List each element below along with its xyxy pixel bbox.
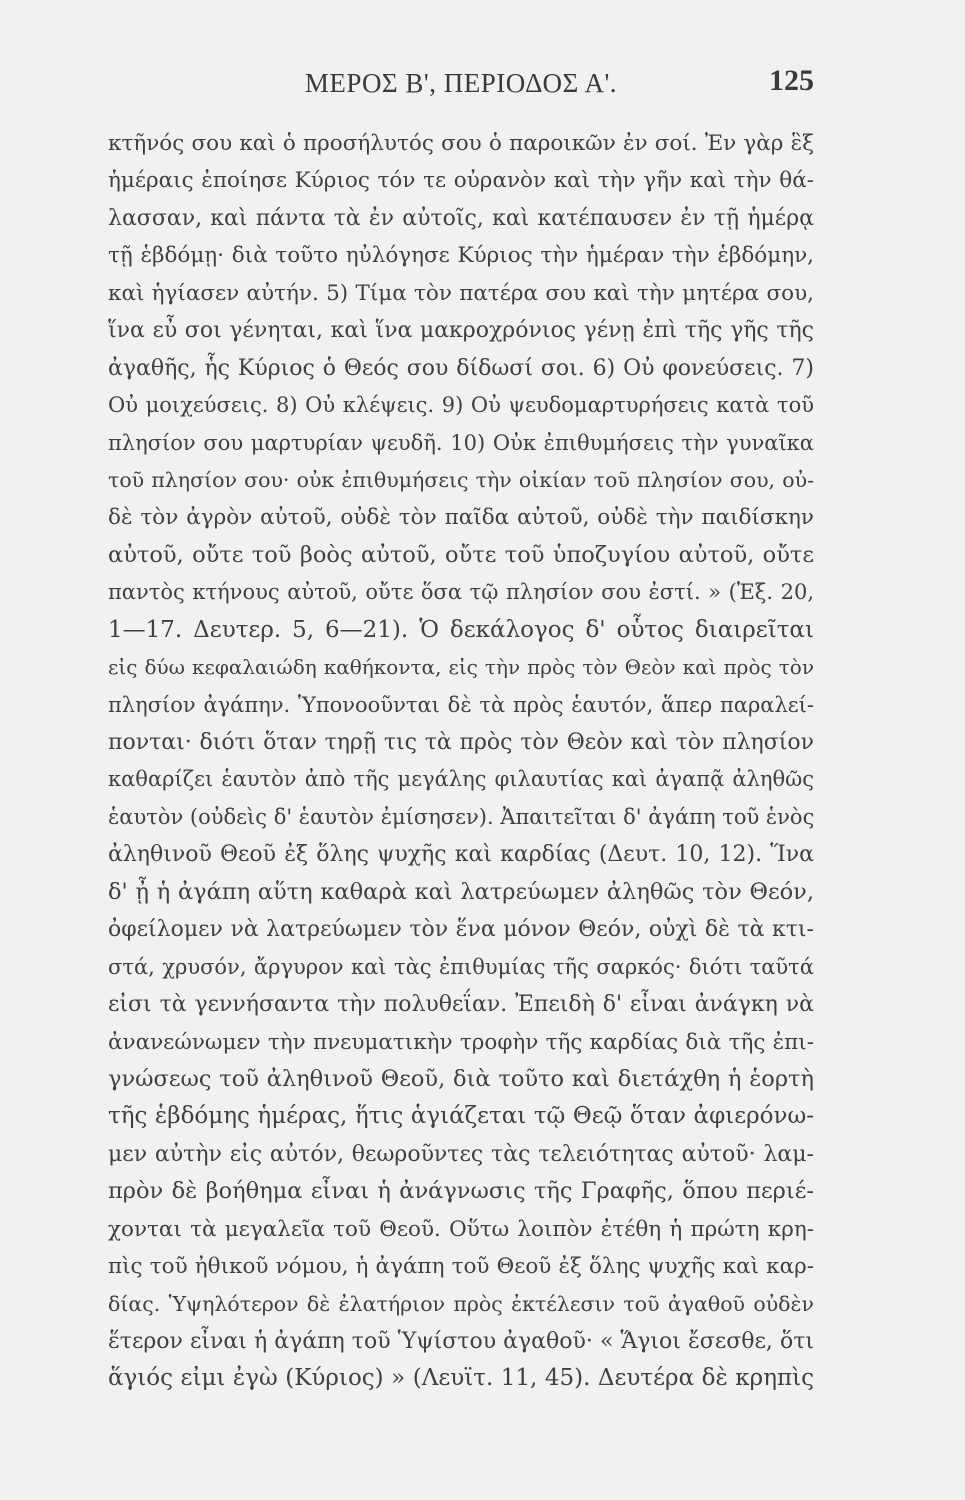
- text-line: καθαρίζει ἑαυτὸν ἀπὸ τῆς μεγάλης φιλαυτίας καὶ ἀγαπᾷ ἀληθῶς: [108, 767, 814, 792]
- text-line: ἕτερον εἶναι ἡ ἀγάπη τοῦ Ὑψίστου ἀγαθοῦ· « Ἅγιοι ἔσεσθε, ὅτι: [108, 1329, 814, 1354]
- text-line: στά, χρυσόν, ἄργυρον καὶ τὰς ἐπιθυμίας τῆς σαρκός· διότι ταῦτά: [108, 954, 814, 979]
- text-line: ἀνανεώνωμεν τὴν πνευματικὴν τροφὴν τῆς καρδίας διὰ τῆς ἐπι-: [108, 1029, 814, 1055]
- text-line: εἰσι τὰ γεννήσαντα τὴν πολυθεΐαν. Ἐπειδὴ δ' εἶναι ἀνάγκη νὰ: [108, 992, 814, 1018]
- text-line: χονται τὰ μεγαλεῖα τοῦ Θεοῦ. Οὕτω λοιπὸν ἐτέθη ἡ πρώτη κρη-: [108, 1216, 814, 1242]
- text-line: πονται· διότι ὅταν τηρῇ τις τὰ πρὸς τὸν Θεὸν καὶ τὸν πλησίον: [108, 730, 814, 755]
- text-line: αὐτοῦ, οὔτε τοῦ βοὸς αὐτοῦ, οὔτε τοῦ ὑποζυγίου αὐτοῦ, οὔτε: [108, 541, 814, 568]
- text-line: ἅγιός εἰμι ἐγὼ (Κύριος) » (Λευϊτ. 11, 45). Δευτέρα δὲ κρηπὶς: [108, 1365, 814, 1392]
- text-line: δίας. Ὑψηλότερον δὲ ἐλατήριον πρὸς ἐκτέλεσιν τοῦ ἀγαθοῦ οὐδὲν: [108, 1291, 814, 1316]
- text-line: μεν αὐτὴν εἰς αὐτόν, θεωροῦντες τὰς τελειότητας αὐτοῦ· λαμ-: [108, 1141, 814, 1167]
- text-line: ἑαυτὸν (οὐδεὶς δ' ἑαυτὸν ἐμίσησεν). Ἀπαιτεῖται δ' ἀγάπη τοῦ ἑνὸς: [108, 804, 815, 829]
- text-line: δ' ᾖ ἡ ἀγάπη αὕτη καθαρὰ καὶ λατρεύωμεν ἀληθῶς τὸν Θεόν,: [108, 878, 814, 905]
- text-line: Οὐ μοιχεύσεις. 8) Οὐ κλέψεις. 9) Οὐ ψευδομαρτυρήσεις κατὰ τοῦ: [108, 393, 814, 418]
- text-line: ἀγαθῆς, ἧς Κύριος ὁ Θεός σου δίδωσί σοι. 6) Οὐ φονεύσεις. 7): [108, 355, 814, 381]
- text-line: πλησίον ἀγάπην. Ὑπονοοῦνται δὲ τὰ πρὸς ἑαυτόν, ἅπερ παραλεί-: [108, 692, 814, 717]
- text-line: πλησίον σου μαρτυρίαν ψευδῆ. 10) Οὐκ ἐπιθυμήσεις τὴν γυναῖκα: [108, 430, 814, 455]
- text-line: ὀφείλομεν νὰ λατρεύωμεν τὸν ἕνα μόνον Θεόν, οὐχὶ δὲ τὰ κτι-: [108, 917, 814, 943]
- text-line: ἀληθινοῦ Θεοῦ ἐξ ὅλης ψυχῆς καὶ καρδίας (Δευτ. 10, 12). Ἵνα: [108, 842, 814, 868]
- text-line: γνώσεως τοῦ ἀληθινοῦ Θεοῦ, διὰ τοῦτο καὶ διετάχθη ἡ ἑορτὴ: [108, 1065, 814, 1092]
- text-line: ἵνα εὖ σοι γένηται, καὶ ἵνα μακροχρόνιος γένῃ ἐπὶ τῆς γῆς τῆς: [108, 318, 814, 344]
- text-line: πρὸν δὲ βοήθημα εἶναι ἡ ἀνάγνωσις τῆς Γραφῆς, ὅπου περιέ-: [108, 1178, 814, 1205]
- text-line: 1—17. Δευτερ. 5, 6—21). Ὁ δεκάλογος δ' οὗτος διαιρεῖται: [108, 616, 814, 643]
- page-header: [108, 64, 814, 104]
- text-line: εἰς δύω κεφαλαιώδη καθήκοντα, εἰς τὴν πρὸς τὸν Θεὸν καὶ πρὸς τὸν: [108, 655, 814, 680]
- text-line: ἡμέραις ἐποίησε Κύριος τόν τε οὐρανὸν καὶ τὴν γῆν καὶ τὴν θά-: [108, 168, 814, 194]
- text-line: τῇ ἑβδόμῃ· διὰ τοῦτο ηὐλόγησε Κύριος τὴν ἡμέραν τὴν ἑβδόμην,: [108, 243, 814, 269]
- text-line: πὶς τοῦ ἠθικοῦ νόμου, ἡ ἀγάπη τοῦ Θεοῦ ἐξ ὅλης ψυχῆς καὶ καρ-: [108, 1254, 814, 1280]
- text-line: καὶ ἡγίασεν αὐτήν. 5) Τίμα τὸν πατέρα σου καὶ τὴν μητέρα σου,: [108, 280, 814, 306]
- body-text: [108, 125, 814, 1398]
- text-line: τῆς ἑβδόμης ἡμέρας, ἥτις ἁγιάζεται τῷ Θεῷ ὅταν ἀφιερόνω-: [108, 1103, 814, 1130]
- running-title: ΜΕΡΟΣ Β', ΠΕΡΙΟΔΟΣ Α'.: [304, 68, 618, 98]
- text-line: τοῦ πλησίον σου· οὐκ ἐπιθυμήσεις τὴν οἰκίαν τοῦ πλησίον σου, οὐ-: [108, 467, 814, 492]
- page-number: 125: [769, 64, 814, 97]
- text-line: κτῆνός σου καὶ ὁ προσήλυτός σου ὁ παροικῶν ἐν σοί. Ἐν γὰρ ἓξ: [108, 131, 814, 156]
- text-line: παντὸς κτήνους αὐτοῦ, οὔτε ὅσα τῷ πλησίον σου ἐστί. » (Ἐξ. 20,: [108, 580, 814, 605]
- text-line: δὲ τὸν ἀγρὸν αὐτοῦ, οὐδὲ τὸν παῖδα αὐτοῦ, οὐδὲ τὴν παιδίσκην: [108, 505, 814, 531]
- text-line: λασσαν, καὶ πάντα τὰ ἐν αὐτοῖς, καὶ κατέπαυσεν ἐν τῇ ἡμέρᾳ: [108, 205, 814, 231]
